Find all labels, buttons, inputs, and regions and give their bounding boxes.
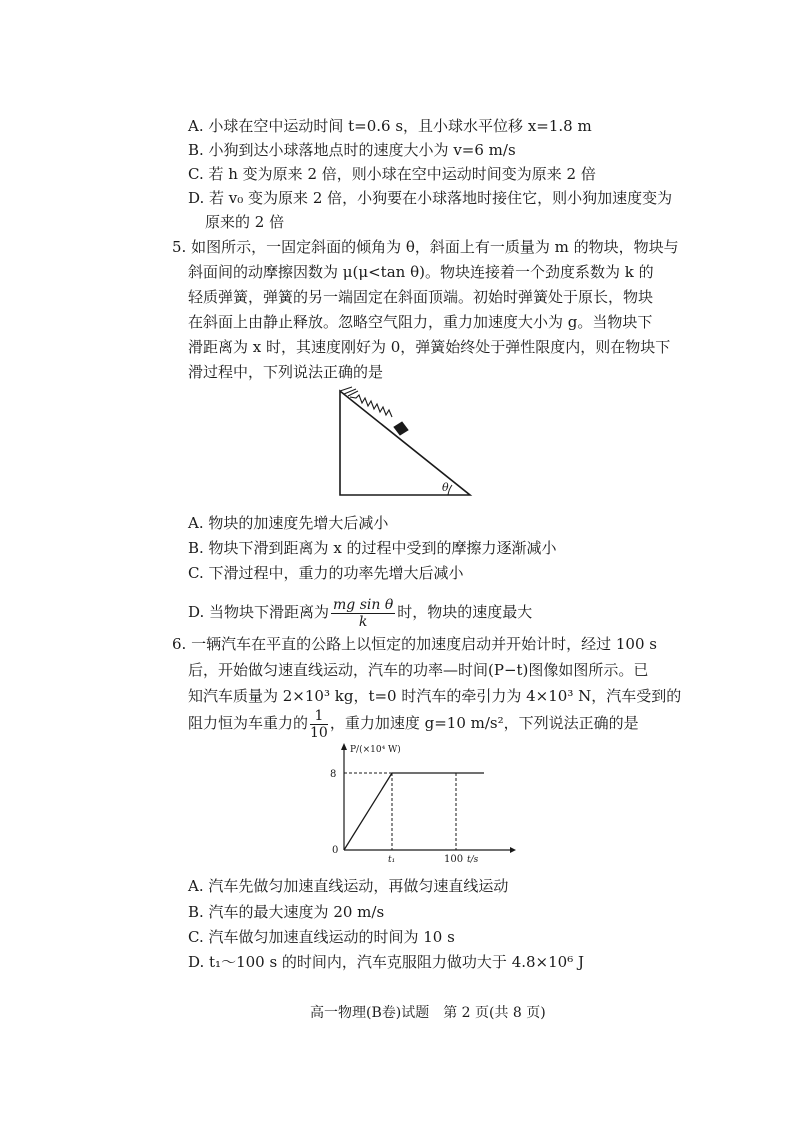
q6-option-d: D. t₁～100 s 的时间内，汽车克服阻力做功大于 4.8×10⁶ J bbox=[188, 953, 585, 971]
q5-option-d-fraction bbox=[331, 597, 395, 630]
q5-option-b: B. 物块下滑到距离为 x 的过程中受到的摩擦力逐渐减小 bbox=[188, 539, 557, 557]
fraction-denominator: k bbox=[358, 613, 368, 630]
q6-option-b: B. 汽车的最大速度为 20 m/s bbox=[188, 903, 385, 921]
q5-stem-line: 5. 如图所示，一固定斜面的倾角为 θ，斜面上有一质量为 m 的物块，物块与 bbox=[172, 238, 679, 256]
q6-stem-line: 6. 一辆汽车在平直的公路上以恒定的加速度启动并开始计时，经过 100 s bbox=[172, 635, 657, 653]
q5-option-d-prefix: D. 当物块下滑距离为 bbox=[188, 603, 330, 621]
q5-stem-line: 在斜面上由静止释放。忽略空气阻力，重力加速度大小为 g。当物块下 bbox=[188, 313, 653, 331]
q4-option-a: A. 小球在空中运动时间 t=0.6 s，且小球水平位移 x=1.8 m bbox=[188, 117, 592, 135]
origin-label: 0 bbox=[332, 845, 339, 856]
q5-option-d-suffix: 时，物块的速度最大 bbox=[397, 603, 533, 621]
q4-option-b: B. 小狗到达小球落地点时的速度大小为 v=6 m/s bbox=[188, 141, 516, 159]
fraction-numerator: mg sin θ bbox=[333, 596, 394, 613]
x-tick-t1: t₁ bbox=[388, 855, 396, 865]
angle-label: θ bbox=[442, 481, 449, 494]
power-time-graph bbox=[320, 740, 520, 870]
y-tick-label: 8 bbox=[330, 769, 337, 780]
q6-option-a: A. 汽车先做匀加速直线运动，再做匀速直线运动 bbox=[188, 877, 509, 895]
y-axis-label: P/(×10⁴ W) bbox=[350, 745, 401, 755]
q6-fraction bbox=[310, 708, 328, 741]
q5-stem-line: 滑距离为 x 时，其速度刚好为 0，弹簧始终处于弹性限度内，则在物块下 bbox=[188, 338, 671, 356]
x-tick-100: 100 bbox=[444, 854, 464, 865]
q5-option-c: C. 下滑过程中，重力的功率先增大后减小 bbox=[188, 564, 464, 582]
page-footer: 高一物理(B卷)试题 第 2 页(共 8 页) bbox=[310, 1005, 546, 1021]
fraction-denominator: 10 bbox=[310, 724, 328, 741]
fraction-numerator: 1 bbox=[310, 708, 328, 725]
q6-option-c: C. 汽车做匀加速直线运动的时间为 10 s bbox=[188, 928, 455, 946]
incline-figure bbox=[330, 385, 480, 503]
x-axis-label: t/s bbox=[467, 855, 479, 865]
q6-stem-line bbox=[188, 705, 639, 741]
q4-option-d: D. 若 v₀ 变为原来 2 倍，小狗要在小球落地时接住它，则小狗加速度变为 bbox=[188, 189, 673, 207]
q6-stem-line: 知汽车质量为 2×10³ kg，t=0 时汽车的牵引力为 4×10³ N，汽车受到的 bbox=[188, 687, 682, 705]
q6-stem-prefix: 阻力恒为车重力的 bbox=[188, 714, 309, 732]
q4-option-c: C. 若 h 变为原来 2 倍，则小球在空中运动时间变为原来 2 倍 bbox=[188, 165, 596, 183]
q5-stem-line: 滑过程中，下列说法正确的是 bbox=[188, 363, 384, 381]
q4-option-d-cont: 原来的 2 倍 bbox=[205, 213, 285, 231]
q5-option-d bbox=[188, 594, 532, 630]
q5-stem-line: 斜面间的动摩擦因数为 μ(μ<tan θ)。物块连接着一个劲度系数为 k 的 bbox=[188, 263, 654, 281]
q5-stem-line: 轻质弹簧，弹簧的另一端固定在斜面顶端。初始时弹簧处于原长，物块 bbox=[188, 288, 654, 306]
q6-stem-line: 后，开始做匀速直线运动，汽车的功率—时间(P−t)图像如图所示。已 bbox=[188, 661, 649, 679]
q5-option-a: A. 物块的加速度先增大后减小 bbox=[188, 514, 389, 532]
q6-stem-suffix: ，重力加速度 g=10 m/s²，下列说法正确的是 bbox=[329, 714, 639, 732]
